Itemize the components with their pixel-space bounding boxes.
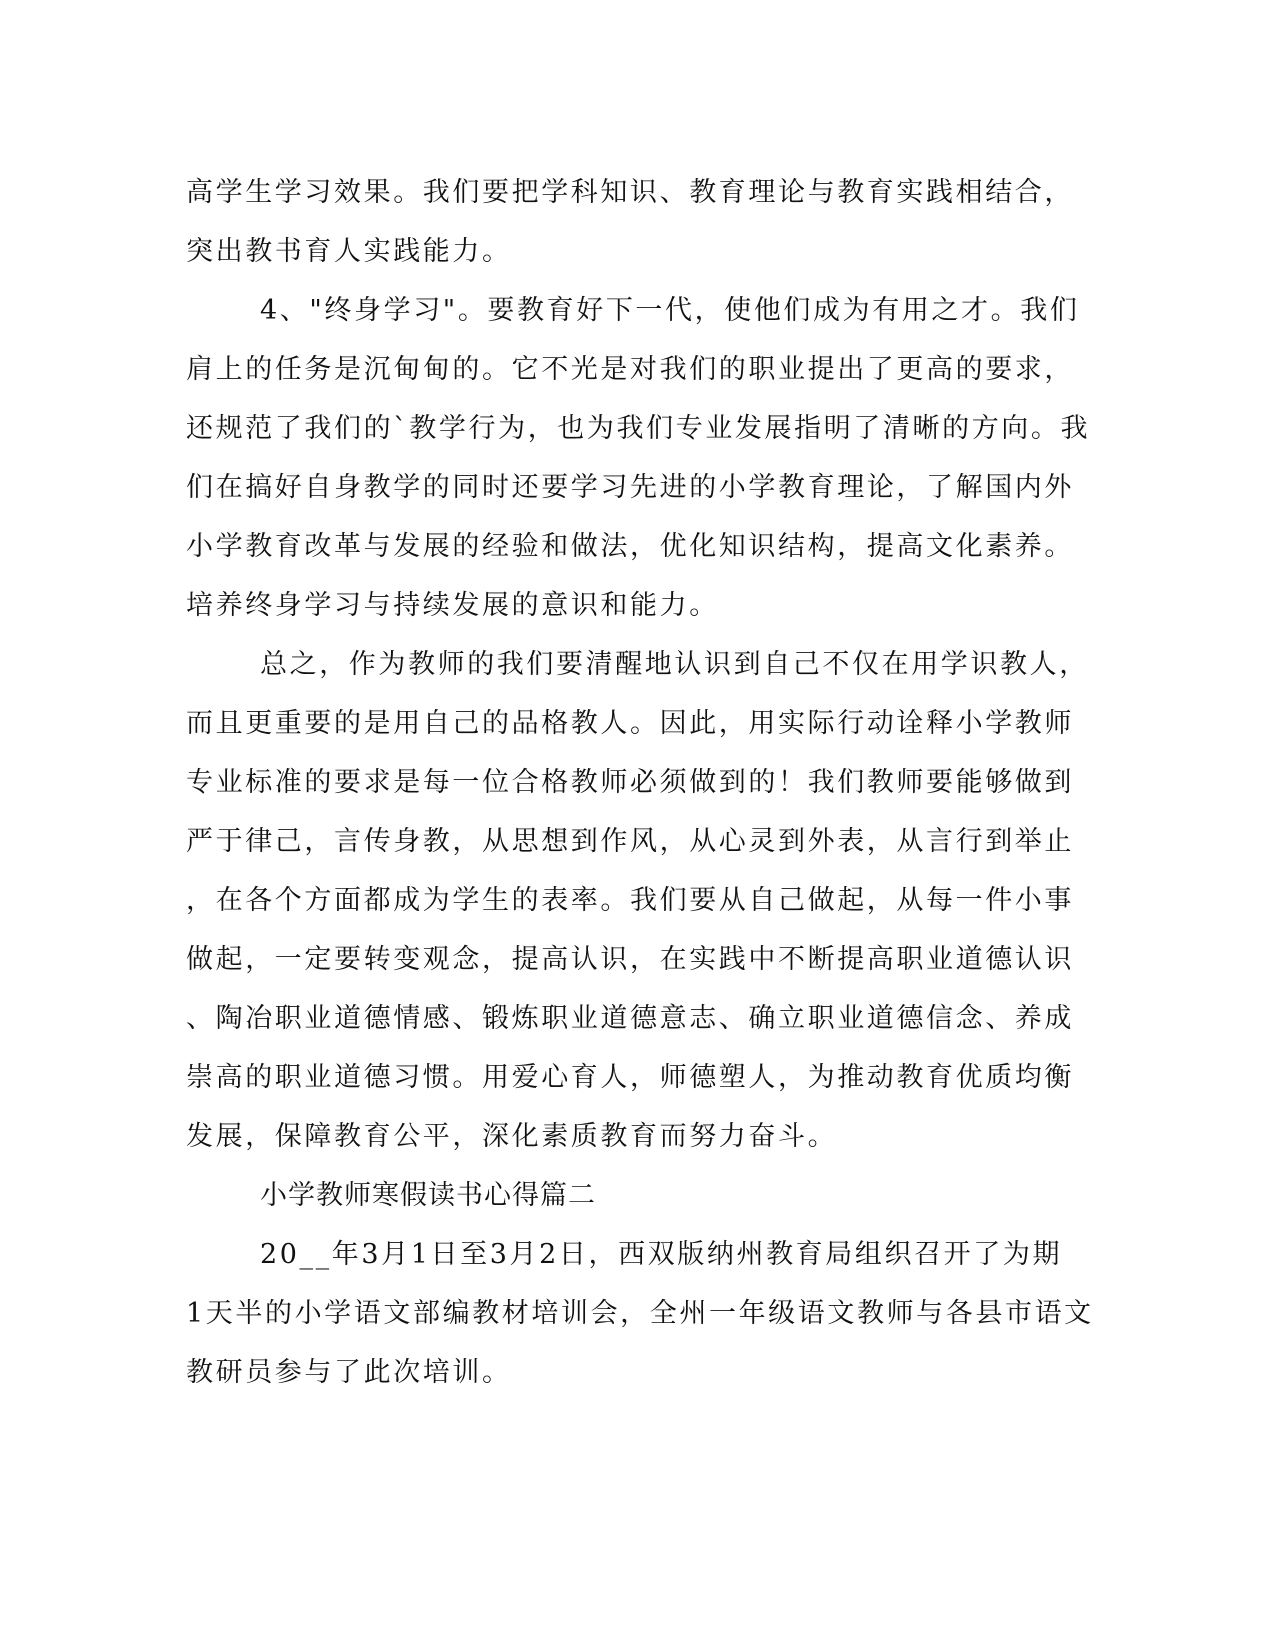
document-body — [186, 163, 1094, 1402]
paragraph-1 — [186, 163, 1074, 281]
text-line: 高学生学习效果。我们要把学科知识、教育理论与教育实践相结合， — [186, 177, 1074, 208]
text-line: 总之，作为教师的我们要清醒地认识到自己不仅在用学识教人， — [260, 649, 1089, 680]
paragraph-3 — [186, 635, 1089, 1166]
text-line: 崇高的职业道德习惯。用爱心育人，师德塑人，为推动教育优质均衡 — [186, 1062, 1074, 1093]
section-title: 小学教师寒假读书心得篇二 — [260, 1180, 596, 1211]
text-line: 严于律己，言传身教，从思想到作风，从心灵到外表，从言行到举止 — [186, 826, 1074, 857]
text-line: 做起，一定要转变观念，提高认识，在实践中不断提高职业道德认识 — [186, 944, 1074, 975]
text-line: 小学教育改革与发展的经验和做法，优化知识结构，提高文化素养。 — [186, 531, 1074, 562]
text-line: 4、"终身学习"。要教育好下一代，使他们成为有用之才。我们 — [260, 295, 1080, 326]
text-line: 培养终身学习与持续发展的意识和能力。 — [186, 590, 719, 621]
text-line: 1天半的小学语文部编教材培训会，全州一年级语文教师与各县市语文 — [186, 1298, 1094, 1329]
text-line: 肩上的任务是沉甸甸的。它不光是对我们的职业提出了更高的要求， — [186, 354, 1074, 385]
text-line: 发展，保障教育公平，深化素质教育而努力奋斗。 — [186, 1121, 838, 1152]
text-line: 、陶冶职业道德情感、锻炼职业道德意志、确立职业道德信念、养成 — [186, 1003, 1074, 1034]
text-line: 们在搞好自身教学的同时还要学习先进的小学教育理论，了解国内外 — [186, 472, 1074, 503]
text-line: 突出教书育人实践能力。 — [186, 236, 512, 267]
paragraph-4 — [186, 1225, 1094, 1402]
text-line: 而且更重要的是用自己的品格教人。因此，用实际行动诠释小学教师 — [186, 708, 1074, 739]
text-line: 专业标准的要求是每一位合格教师必须做到的！我们教师要能够做到 — [186, 767, 1074, 798]
text-line: 教研员参与了此次培训。 — [186, 1357, 512, 1388]
paragraph-2 — [186, 281, 1091, 635]
text-line: ，在各个方面都成为学生的表率。我们要从自己做起，从每一件小事 — [186, 885, 1074, 916]
text-line: 20__年3月1日至3月2日，西双版纳州教育局组织召开了为期 — [260, 1239, 1063, 1270]
text-line: 还规范了我们的`教学行为，也为我们专业发展指明了清晰的方向。我 — [186, 413, 1091, 444]
